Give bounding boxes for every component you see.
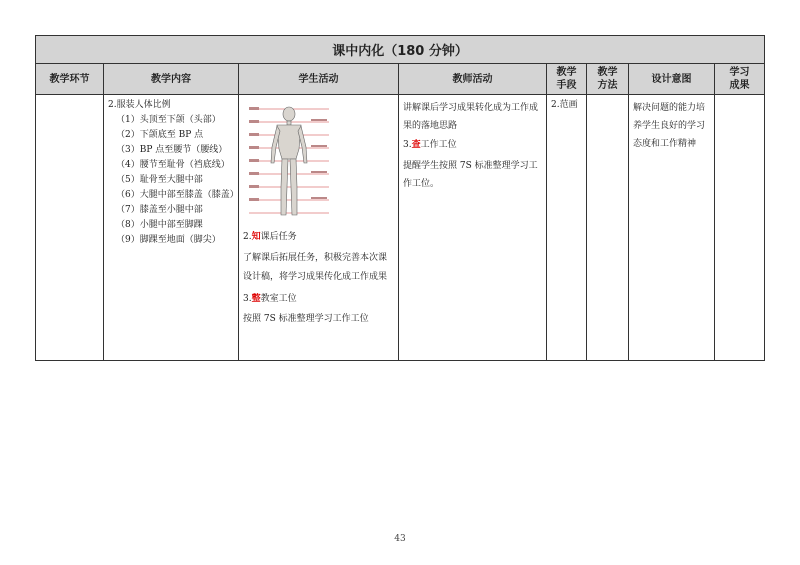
header-means: 教学 手段 (547, 64, 587, 95)
cell-means: 2.范画 (547, 95, 587, 361)
teacher-step-3-text: 提醒学生按照 7S 标准整理学习工作工位。 (403, 161, 538, 189)
content-item: （8）小腿中部至脚踝 (116, 220, 203, 230)
table-title: 课中内化（180 分钟） (36, 36, 765, 64)
lesson-table (35, 35, 765, 361)
header-student: 学生活动 (239, 64, 399, 95)
content-item: （4）腰节至耻骨（裆底线） (116, 160, 230, 170)
page-number: 43 (394, 534, 406, 544)
content-item: （1）头顶至下颌（头部） (116, 115, 221, 125)
cell-method (587, 95, 629, 361)
content-item: （3）BP 点至腰节（腰线） (116, 145, 228, 155)
body-proportion-figure (241, 97, 337, 225)
student-step-2-text: 了解课后拓展任务，积极完善本次课设计稿，将学习成果传化成工作成果 (243, 253, 388, 282)
header-content: 教学内容 (104, 64, 239, 95)
content-item: （7）膝盖至小腿中部 (116, 205, 203, 215)
header-stage: 教学环节 (36, 64, 104, 95)
cell-result (715, 95, 765, 361)
student-step-3-heading: 3.整教室工位 (243, 294, 297, 304)
content-item: （6）大腿中部至膝盖（膝盖） (116, 190, 239, 200)
cell-student (239, 95, 399, 361)
teacher-step-3-heading: 3.查工作工位 (403, 140, 457, 150)
cell-content (104, 95, 239, 361)
header-teacher: 教师活动 (399, 64, 547, 95)
cell-stage (36, 95, 104, 361)
content-heading: 2.服装人体比例 (108, 100, 171, 110)
content-item: （2）下颌底至 BP 点 (116, 130, 204, 140)
header-method: 教学 方法 (587, 64, 629, 95)
teacher-step-1-text: 讲解课后学习成果转化成为工作成果的落地思路 (403, 103, 539, 131)
cell-teacher (399, 95, 547, 361)
content-item: （9）脚踝至地面（脚尖） (116, 235, 221, 245)
student-step-3-text: 按照 7S 标准整理学习工作工位 (243, 314, 369, 324)
header-result: 学习 成果 (715, 64, 765, 95)
content-item: （5）耻骨至大腿中部 (116, 175, 203, 185)
cell-design: 解决问题的能力培养学生良好的学习态度和工作精神 (629, 95, 715, 361)
header-design: 设计意图 (629, 64, 715, 95)
student-step-2-heading: 2.知课后任务 (243, 232, 297, 242)
